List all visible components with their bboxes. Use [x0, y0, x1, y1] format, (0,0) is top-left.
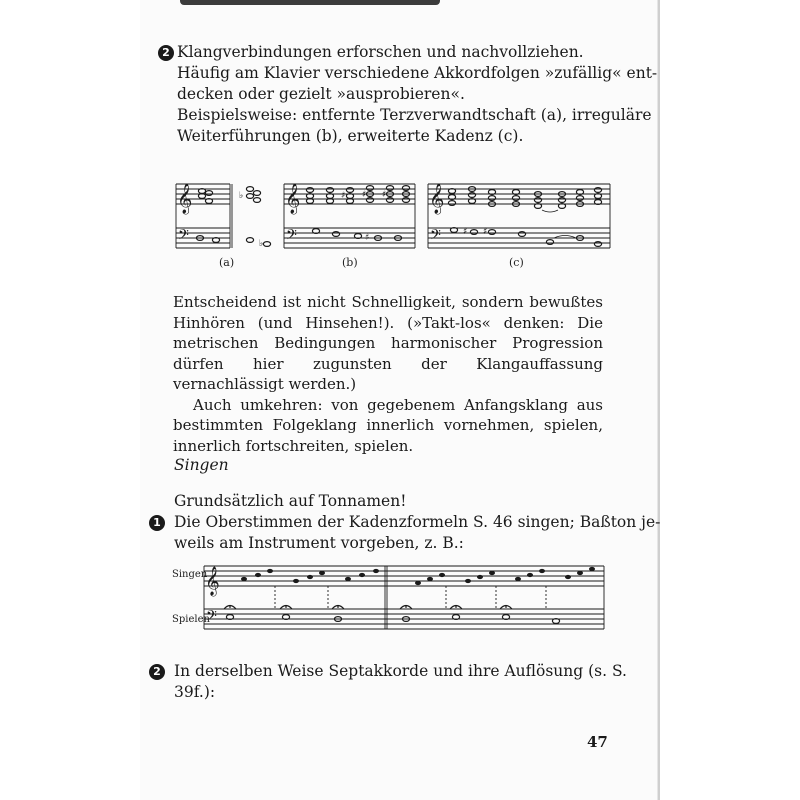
- staff-label-spielen: Spielen: [172, 614, 210, 625]
- item-number-badge-1: 1: [149, 515, 165, 531]
- section-line-4: Beispielsweise: entfernte Terzverwandtschaft (a), irreguläre: [177, 106, 652, 124]
- svg-text:𝄢: 𝄢: [286, 227, 297, 247]
- music-example-singen: [200, 560, 610, 636]
- section-line-5: Weiterführungen (b), erweiterte Kadenz (c).: [177, 127, 524, 145]
- item1-line-1: Die Oberstimmen der Kadenzformeln S. 46 singen; Baßton je-: [174, 513, 661, 531]
- svg-text:𝄢: 𝄢: [206, 608, 217, 628]
- svg-text:♯: ♯: [463, 227, 468, 237]
- paragraph-1: Entscheidend ist nicht Schnelligkeit, sondern bewußtes Hinhören (und Hinsehen!). (»Takt-los« denken: Die metrischen Bedingungen harmonischer Progression dürfen hier zugunsten der Klangauffassung vernachlässigt werden.): [173, 293, 603, 393]
- svg-text:𝄞: 𝄞: [285, 184, 301, 214]
- section-number-badge: 2: [158, 45, 174, 61]
- section-heading-singen: Singen: [174, 456, 229, 474]
- item2-line-1: In derselben Weise Septakkorde und ihre Auflösung (s. S.: [174, 662, 627, 680]
- svg-text:♯: ♯: [365, 233, 370, 243]
- caption-a: (a): [219, 256, 235, 269]
- section-line-1: Klangverbindungen erforschen und nachvollziehen.: [177, 43, 584, 61]
- section-line-2: Häufig am Klavier verschiedene Akkordfolgen »zufällig« ent-: [177, 64, 658, 82]
- svg-text:𝄞: 𝄞: [205, 566, 220, 595]
- music-example-abc: [170, 176, 615, 260]
- item2-line-2: 39f.):: [174, 683, 216, 701]
- svg-text:𝄢: 𝄢: [430, 227, 441, 247]
- singen-intro: Grundsätzlich auf Tonnamen!: [174, 492, 407, 510]
- section-line-3: decken oder gezielt »ausprobieren«.: [177, 85, 465, 103]
- svg-text:♯: ♯: [483, 227, 488, 237]
- svg-text:♭: ♭: [239, 191, 244, 201]
- svg-text:♯: ♯: [362, 190, 367, 200]
- svg-text:𝄞: 𝄞: [177, 184, 193, 214]
- item-number-badge-2: 2: [149, 664, 165, 680]
- svg-text:♯: ♯: [341, 191, 346, 201]
- item1-line-2: weils am Instrument vorgeben, z. B.:: [174, 534, 464, 552]
- paragraph-2: Auch umkehren: von gegebenem Anfangsklang aus bestimmten Folgeklang innerlich vornehmen, spielen, innerlich fortschreiten, spielen.: [173, 395, 603, 455]
- page-number: 47: [587, 733, 608, 751]
- staff-label-singen: Singen: [172, 569, 208, 580]
- caption-c: (c): [509, 256, 524, 269]
- body-text: [173, 292, 603, 456]
- caption-b: (b): [342, 256, 358, 269]
- svg-text:♯: ♯: [382, 190, 387, 200]
- svg-text:♭: ♭: [259, 239, 264, 249]
- svg-text:𝄢: 𝄢: [178, 227, 189, 247]
- svg-text:𝄞: 𝄞: [429, 184, 445, 214]
- page-top-edge: [180, 0, 440, 5]
